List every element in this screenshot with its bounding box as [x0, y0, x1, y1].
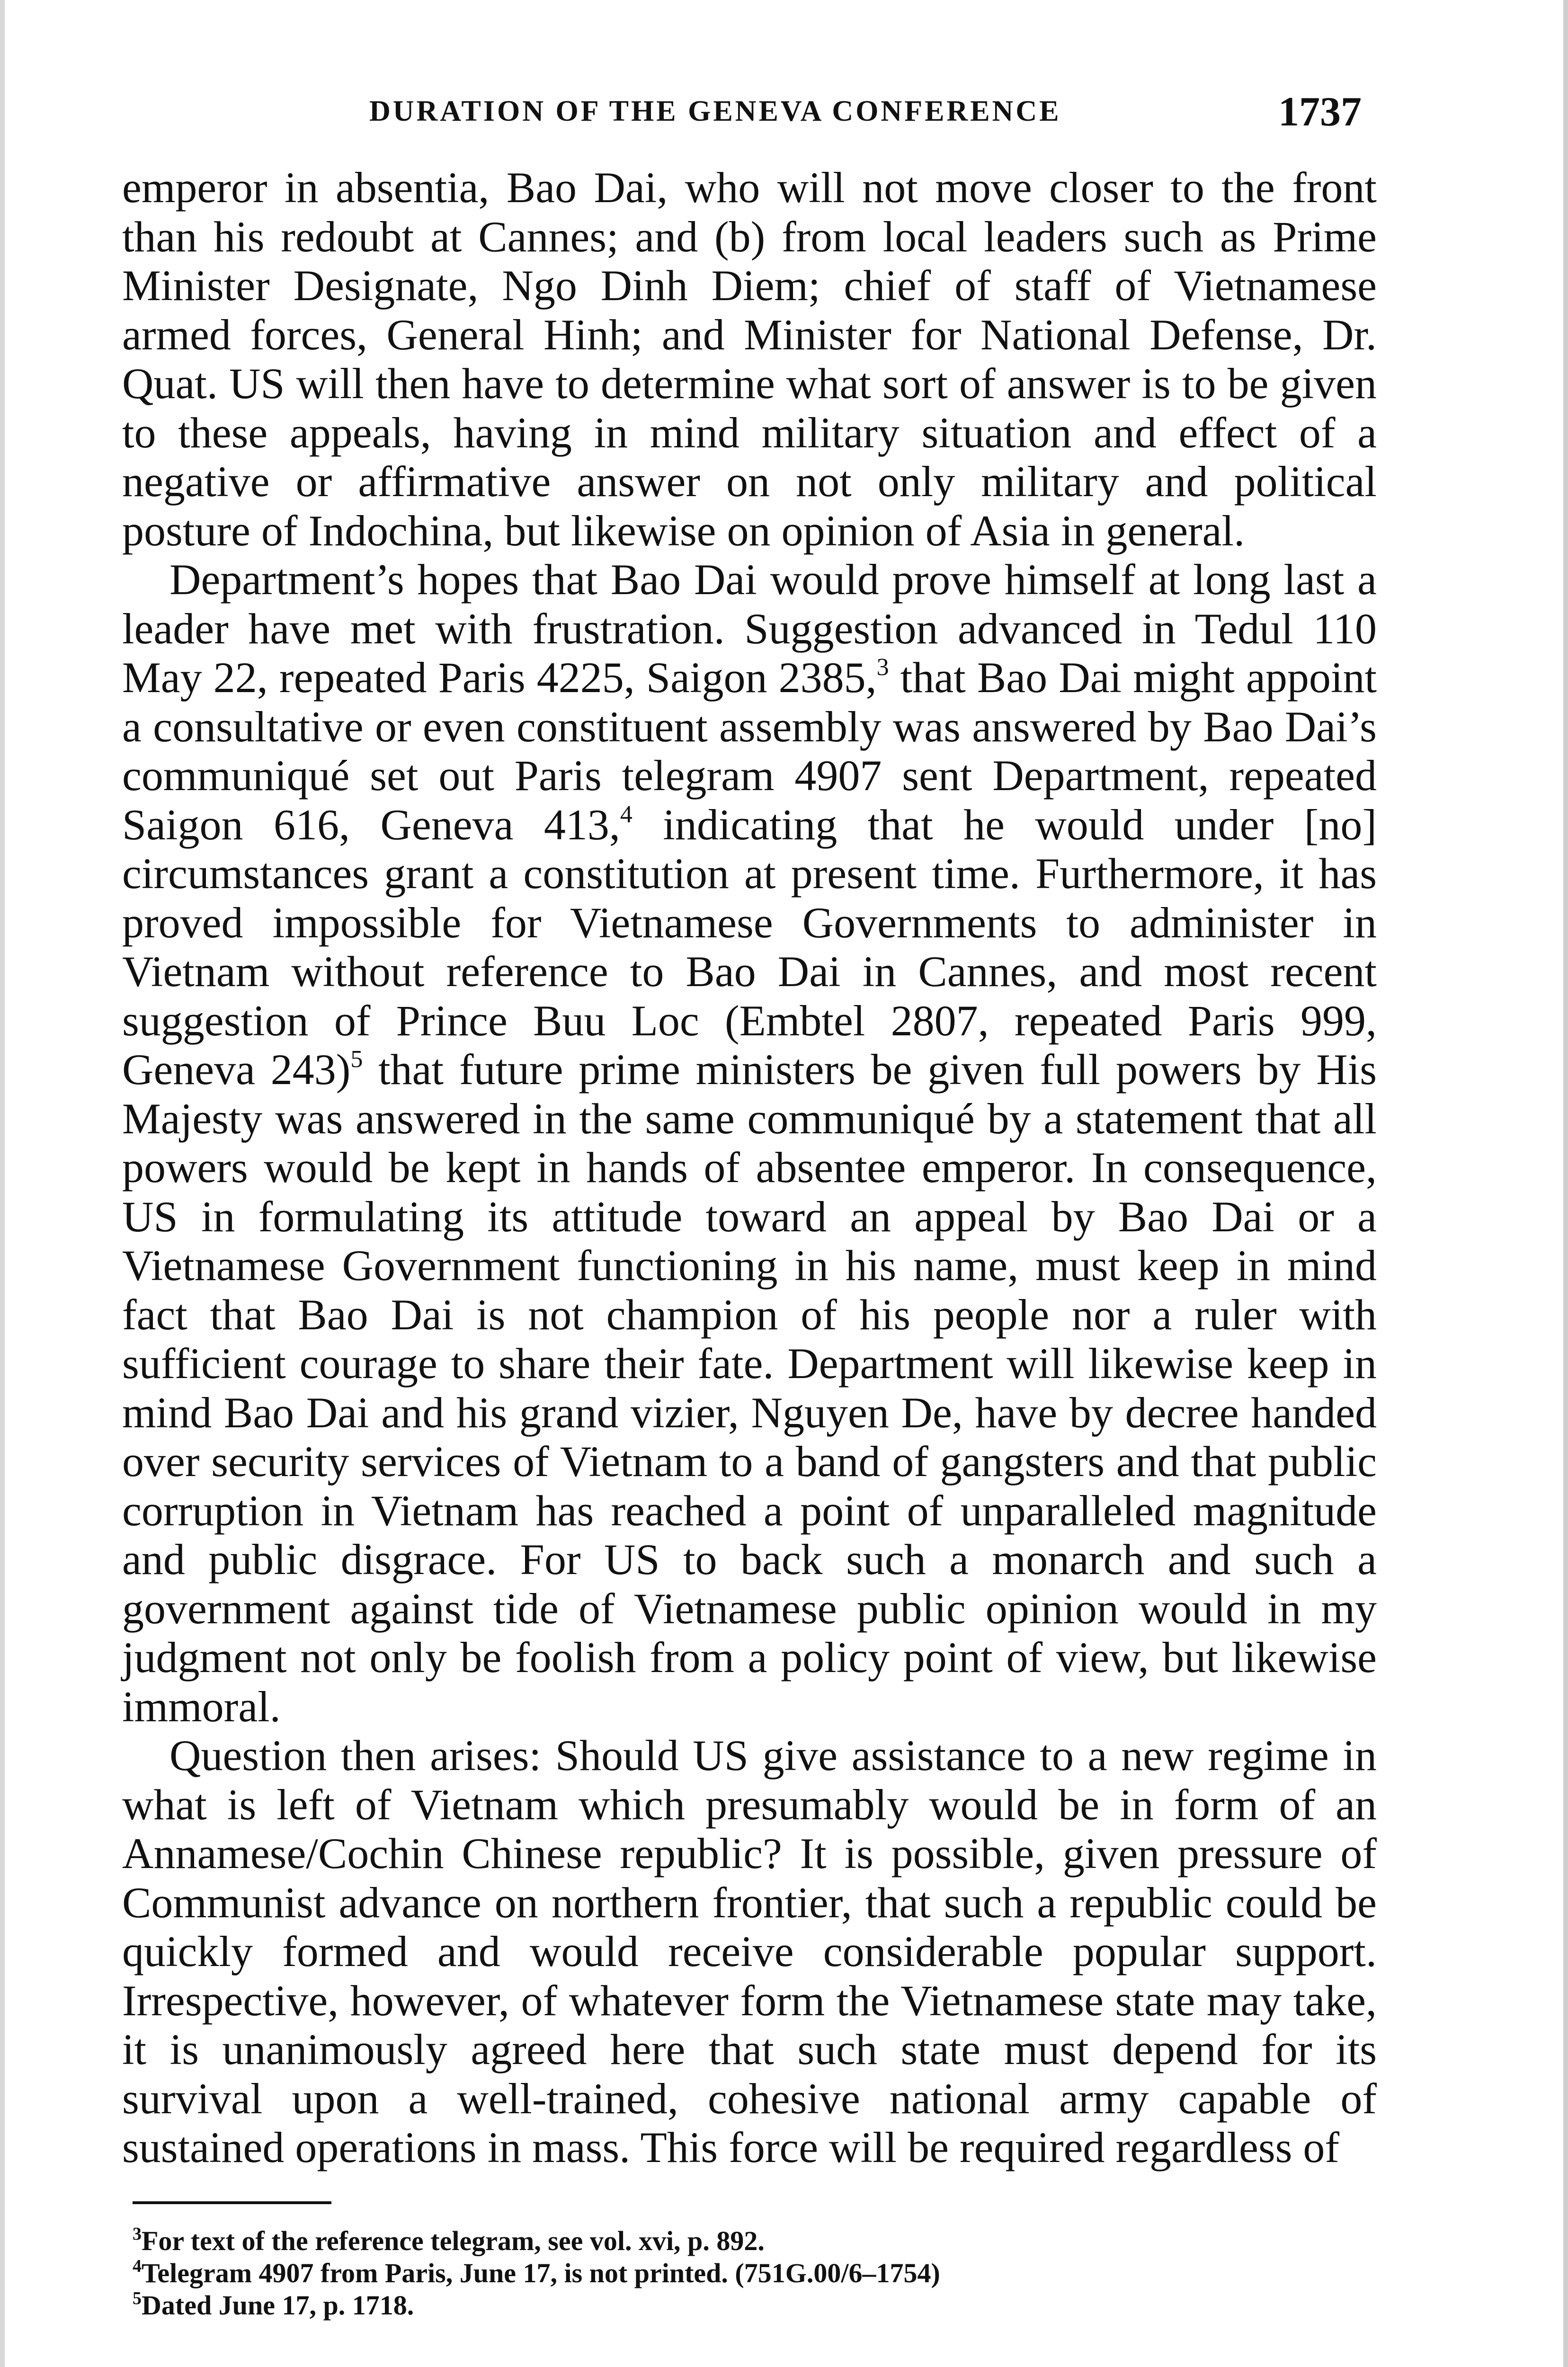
- footnote-marker: 4: [133, 2256, 142, 2276]
- footnote-marker: 5: [133, 2288, 142, 2308]
- footnote-marker: 3: [133, 2224, 142, 2244]
- page-number: 1737: [1278, 89, 1362, 135]
- footnote-4: [133, 2257, 1373, 2289]
- footnote-ref-4: 4: [620, 801, 633, 828]
- paragraph-2: [122, 555, 1377, 1731]
- footnote-ref-3: 3: [876, 654, 889, 681]
- paragraph-2-text-c: indicating that he would under [no] circumstances grant a constitution at present time. Furthermore, it has proved impossible for Vietnamese Governments to administer in Vietnam without reference to Bao Dai in Cannes, and most recent suggestion of Prince Buu Loc (Embtel 2807, repeated Paris 999, Geneva 243): [122, 800, 1377, 1094]
- footnote-text: Dated June 17, p. 1718.: [142, 2290, 414, 2321]
- paragraph-2-text-d: that future prime ministers be given full powers by His Majesty was answered in the same communiqué by a statement that all powers would be kept in hands of absentee emperor. In consequence, US in formulating its attitude toward an appeal by Bao Dai or a Vietnamese Government functioning in his name, must keep in mind fact that Bao Dai is not champion of his people nor a ruler with sufficient courage to share their fate. Department will likewise keep in mind Bao Dai and his grand vizier, Nguyen De, have by decree handed over security services of Vietnam to a band of gangsters and that public corruption in Vietnam has reached a point of unparalleled magnitude and public disgrace. For US to back such a monarch and such a government against tide of Vietnamese public opinion would in my judgment not only be foolish from a policy point of view, but likewise immoral.: [122, 1045, 1377, 1731]
- body-text: [122, 163, 1377, 2172]
- running-head: DURATION OF THE GENEVA CONFERENCE: [369, 95, 1061, 127]
- footnote-5: [133, 2289, 1373, 2322]
- footnotes: [133, 2225, 1373, 2322]
- footnote-ref-5: 5: [350, 1046, 363, 1073]
- page-edge-left: [0, 0, 5, 2367]
- footnote-text: For text of the reference telegram, see vol. xvi, p. 892.: [142, 2225, 765, 2256]
- paragraph-2-text-a: Department’s hopes that Bao Dai would prove himself at long last a leader have met with frustration. Suggestion advanced in Tedul 110 May 22, repeated Paris 4225, Saigon 2385,: [122, 555, 1377, 702]
- footnote-3: [133, 2225, 1373, 2257]
- paragraph-2-text-b: that Bao Dai might appoint a consultative or even constituent assembly was answered by Bao Dai’s communiqué set out Paris telegram 4907 sent Department, repeated Saigon 616, Geneva 413,: [122, 653, 1377, 849]
- paragraph-1: emperor in absentia, Bao Dai, who will not move closer to the front than his redoubt at Cannes; and (b) from local leaders such as Prime Minister Designate, Ngo Dinh Diem; chief of staff of Vietnamese armed forces, General Hinh; and Minister for National Defense, Dr. Quat. US will then have to determine what sort of answer is to be given to these appeals, having in mind military situation and effect of a negative or affirmative answer on not only military and political posture of Indochina, but likewise on opinion of Asia in general.: [122, 163, 1377, 555]
- footnote-divider: [133, 2201, 331, 2204]
- page-edge-right: [1563, 0, 1568, 2367]
- page-header: [123, 95, 1369, 137]
- paragraph-3: Question then arises: Should US give assistance to a new regime in what is left of Vietnam which presumably would be in form of an Annamese/Cochin Chinese republic? It is possible, given pressure of Communist advance on northern frontier, that such a republic could be quickly formed and would receive considerable popular support. Irrespective, however, of whatever form the Vietnamese state may take, it is unanimously agreed here that such state must depend for its survival upon a well-trained, cohesive national army capable of sustained operations in mass. This force will be required regardless of: [122, 1731, 1377, 2171]
- footnote-text: Telegram 4907 from Paris, June 17, is not printed. (751G.00/6–1754): [142, 2258, 940, 2288]
